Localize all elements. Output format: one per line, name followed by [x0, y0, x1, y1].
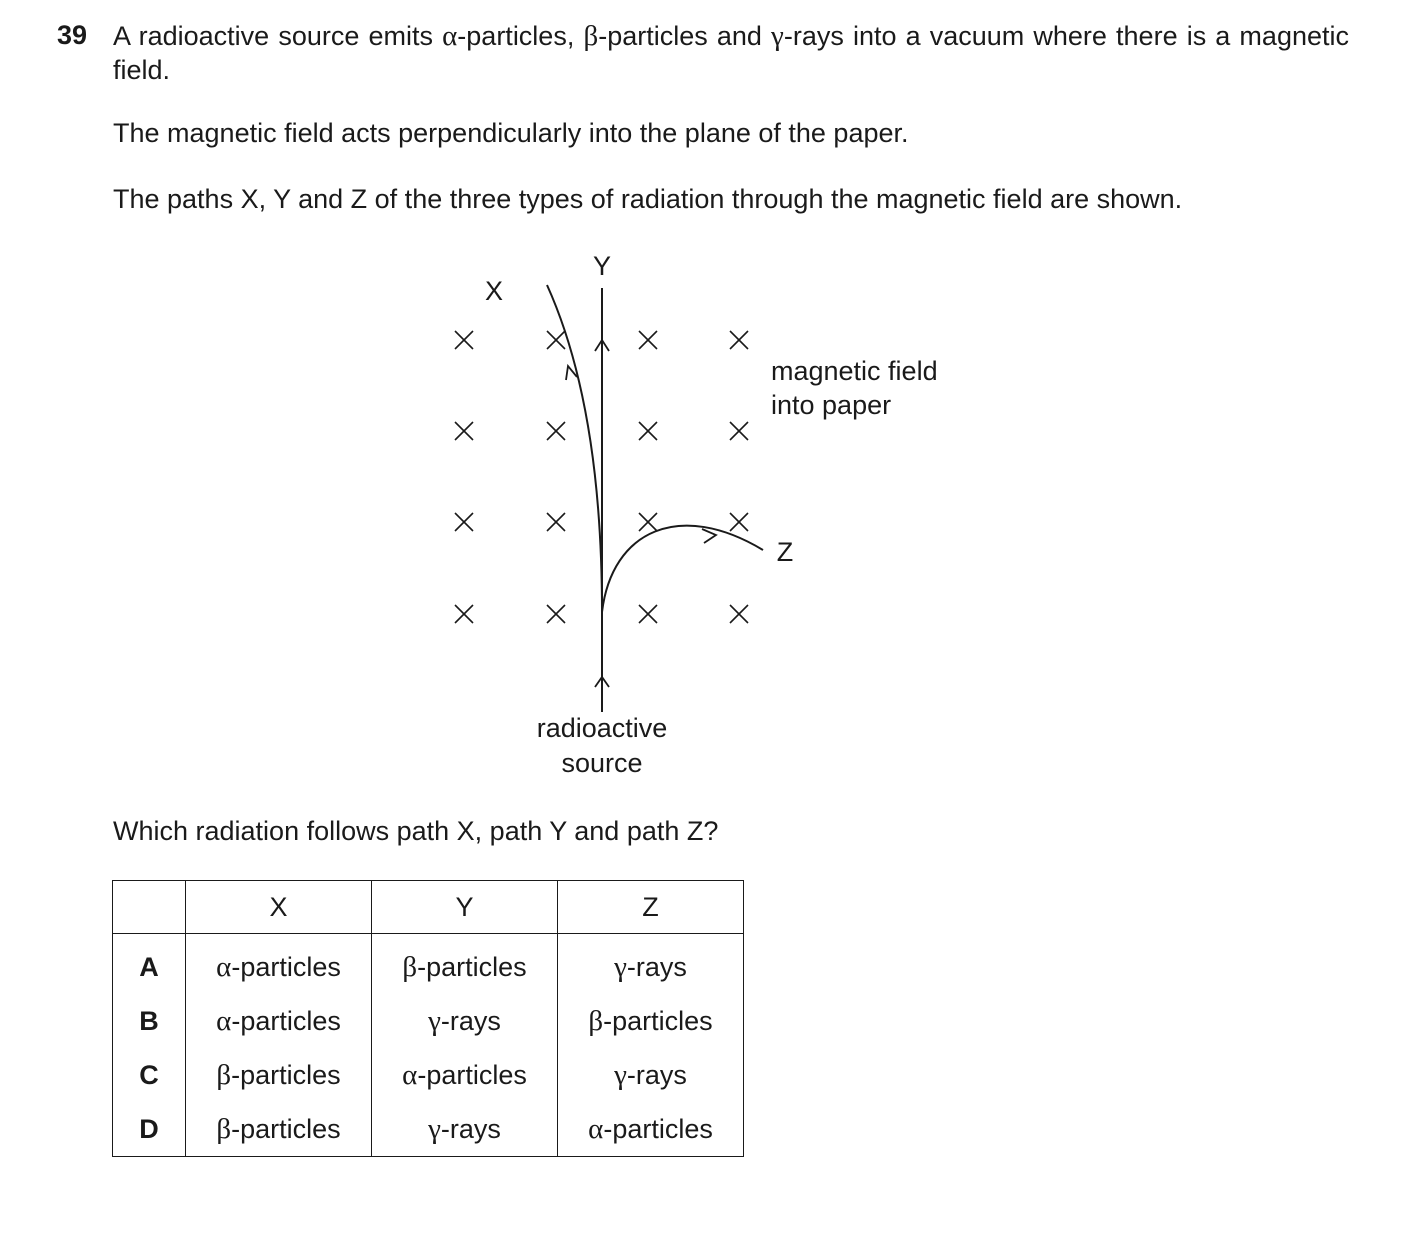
- path-z: [602, 526, 763, 612]
- table-cell: [372, 994, 558, 1048]
- table-cell: [558, 1048, 744, 1102]
- greek-symbol: β: [588, 1004, 604, 1037]
- cell-text: -particles: [231, 1005, 341, 1036]
- table-cell: [186, 994, 372, 1048]
- label-x: X: [484, 276, 504, 306]
- answer-table: [112, 880, 744, 1157]
- greek-symbol: γ: [428, 1004, 441, 1037]
- field-label: magnetic field: [771, 356, 938, 386]
- table-header-row: [113, 881, 744, 934]
- intro-text: A radioactive source emits: [113, 21, 443, 51]
- greek-symbol: α: [216, 950, 232, 983]
- cell-text: -particles: [417, 1059, 527, 1090]
- path-z-arrowhead: [702, 529, 716, 543]
- label-z: Z: [776, 537, 794, 567]
- intro-text: -rays into a vacuum where there is a magnetic field.: [113, 21, 1349, 85]
- table-cell: [372, 934, 558, 995]
- cell-text: -particles: [417, 951, 527, 982]
- cell-text: -rays: [440, 1005, 501, 1036]
- table-row[interactable]: [113, 1048, 744, 1102]
- greek-symbol: β: [402, 950, 418, 983]
- intro-text: -particles and: [598, 21, 772, 51]
- beta-symbol: β: [583, 20, 599, 52]
- table-header: [113, 881, 186, 934]
- table-cell: [372, 1048, 558, 1102]
- table-cell: [558, 994, 744, 1048]
- greek-symbol: γ: [428, 1112, 441, 1145]
- field-direction-text: The magnetic field acts perpendicularly into the plane of the paper.: [113, 118, 909, 148]
- question-number: 39: [57, 20, 88, 50]
- path-x: [547, 285, 602, 612]
- paths-text: The paths X, Y and Z of the three types of radiation through the magnetic field are shown.: [113, 184, 1183, 214]
- greek-symbol: γ: [614, 1058, 627, 1091]
- cell-text: -rays: [440, 1113, 501, 1144]
- cell-text: -particles: [231, 1113, 341, 1144]
- greek-symbol: β: [216, 1112, 232, 1145]
- table-cell: [186, 1048, 372, 1102]
- field-label: into paper: [771, 390, 892, 420]
- cell-text: -particles: [231, 1059, 341, 1090]
- option-key[interactable]: C: [113, 1048, 186, 1102]
- table-cell: [186, 1102, 372, 1157]
- source-label: source: [561, 748, 643, 778]
- cell-text: -rays: [626, 951, 687, 982]
- question-prompt: Which radiation follows path X, path Y and path Z?: [113, 816, 719, 846]
- cell-text: -particles: [231, 951, 341, 982]
- table-cell: [558, 1102, 744, 1157]
- table-header: Z: [558, 881, 744, 934]
- label-y: Y: [592, 251, 612, 281]
- greek-symbol: α: [588, 1112, 604, 1145]
- gamma-symbol: γ: [771, 20, 784, 52]
- table-cell: [372, 1102, 558, 1157]
- table-header: Y: [372, 881, 558, 934]
- greek-symbol: α: [216, 1004, 232, 1037]
- table-header: X: [186, 881, 372, 934]
- table-row[interactable]: [113, 994, 744, 1048]
- option-key[interactable]: A: [113, 934, 186, 995]
- alpha-symbol: α: [442, 20, 458, 52]
- table-row[interactable]: [113, 1102, 744, 1157]
- intro-text: -particles,: [457, 21, 584, 51]
- cell-text: -rays: [626, 1059, 687, 1090]
- cell-text: -particles: [603, 1005, 713, 1036]
- table-row[interactable]: [113, 934, 744, 995]
- source-label: radioactive: [536, 713, 668, 743]
- table-cell: [558, 934, 744, 995]
- greek-symbol: α: [402, 1058, 418, 1091]
- option-key[interactable]: D: [113, 1102, 186, 1157]
- cell-text: -particles: [603, 1113, 713, 1144]
- greek-symbol: γ: [614, 950, 627, 983]
- greek-symbol: β: [216, 1058, 232, 1091]
- option-key[interactable]: B: [113, 994, 186, 1048]
- table-cell: [186, 934, 372, 995]
